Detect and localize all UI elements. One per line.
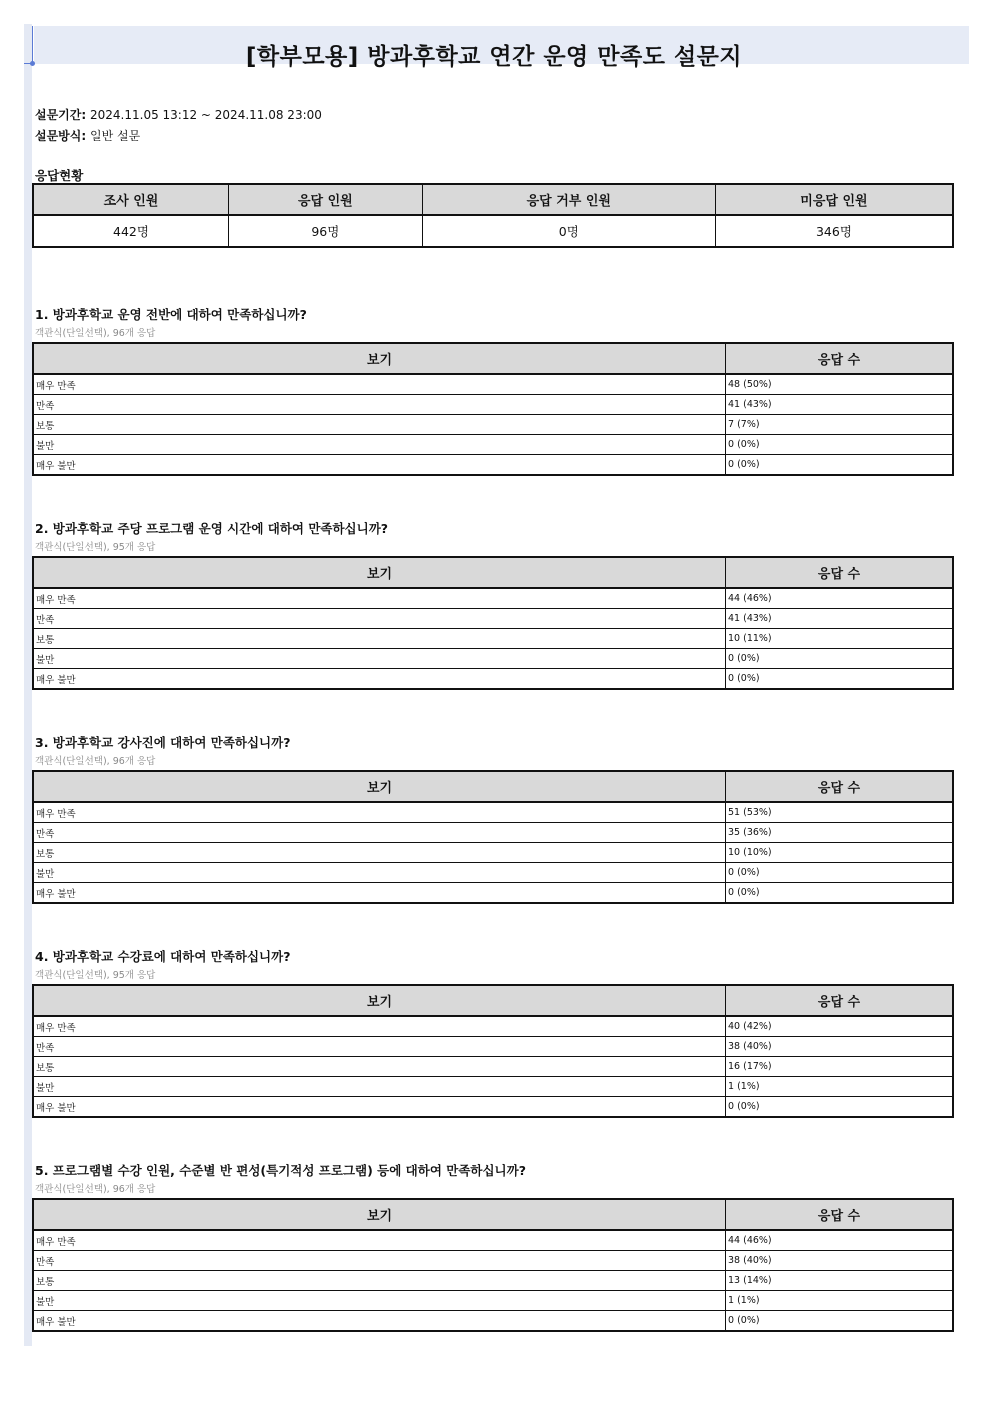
summary-value-cell: 442명 [33,215,228,247]
option-cell: 매우 만족 [33,374,726,395]
table-row [33,669,953,690]
table-row [33,629,953,649]
table-row [33,823,953,843]
count-header: 응답 수 [726,343,954,374]
response-status-label: 응답현황 [35,168,84,183]
count-cell: 13 (14%) [726,1271,954,1291]
table-row [33,415,953,435]
count-header: 응답 수 [726,1199,954,1230]
table-row [33,863,953,883]
option-cell: 매우 불만 [33,455,726,476]
option-header: 보기 [33,343,726,374]
count-cell: 0 (0%) [726,435,954,455]
option-cell: 만족 [33,609,726,629]
question-subtitle: 객관식(단일선택), 95개 응답 [35,970,156,981]
question-subtitle: 객관식(단일선택), 96개 응답 [35,1184,156,1195]
count-cell: 40 (42%) [726,1016,954,1037]
question-2-table [32,556,954,690]
question-subtitle: 객관식(단일선택), 95개 응답 [35,542,156,553]
count-cell: 1 (1%) [726,1291,954,1311]
option-cell: 매우 불만 [33,669,726,690]
table-row [33,1291,953,1311]
page-title: [학부모용] 방과후학교 연간 운영 만족도 설문지 [245,44,743,70]
count-cell: 10 (11%) [726,629,954,649]
summary-header-cell: 미응답 인원 [715,184,953,215]
option-header: 보기 [33,771,726,802]
count-cell: 1 (1%) [726,1077,954,1097]
option-cell: 보통 [33,415,726,435]
option-cell: 불만 [33,435,726,455]
count-cell: 48 (50%) [726,374,954,395]
count-header: 응답 수 [726,771,954,802]
summary-value-cell: 346명 [715,215,953,247]
table-row [33,883,953,904]
question-title: 4. 방과후학교 수강료에 대하여 만족하십니까? [35,949,291,964]
count-cell: 38 (40%) [726,1037,954,1057]
option-cell: 매우 불만 [33,1097,726,1118]
summary-header-cell: 조사 인원 [33,184,228,215]
summary-value-cell: 96명 [228,215,422,247]
question-title: 2. 방과후학교 주당 프로그램 운영 시간에 대하여 만족하십니까? [35,521,389,536]
question-1-table [32,342,954,476]
summary-header-cell: 응답 인원 [228,184,422,215]
table-row [33,1016,953,1037]
table-row [33,1230,953,1251]
table-row [33,395,953,415]
summary-value-cell: 0명 [422,215,715,247]
table-row [33,609,953,629]
table-row [33,1251,953,1271]
table-row [33,843,953,863]
option-cell: 만족 [33,823,726,843]
count-cell: 16 (17%) [726,1057,954,1077]
option-cell: 불만 [33,1291,726,1311]
count-cell: 0 (0%) [726,649,954,669]
question-title: 1. 방과후학교 운영 전반에 대하여 만족하십니까? [35,307,307,322]
table-row [33,1077,953,1097]
count-cell: 41 (43%) [726,609,954,629]
count-cell: 44 (46%) [726,1230,954,1251]
survey-method-label: 설문방식: [35,129,87,143]
page-corner-marker [24,26,33,64]
count-cell: 0 (0%) [726,1097,954,1118]
table-row [33,649,953,669]
count-cell: 38 (40%) [726,1251,954,1271]
question-header-row [33,771,953,802]
count-cell: 10 (10%) [726,843,954,863]
survey-period [35,106,322,123]
survey-method [35,127,140,144]
table-row [33,374,953,395]
option-cell: 만족 [33,1037,726,1057]
option-cell: 매우 불만 [33,1311,726,1332]
count-cell: 0 (0%) [726,669,954,690]
option-cell: 불만 [33,863,726,883]
survey-period-label: 설문기간: [35,108,87,122]
count-cell: 0 (0%) [726,455,954,476]
question-header-row [33,985,953,1016]
count-cell: 0 (0%) [726,883,954,904]
question-title: 3. 방과후학교 강사진에 대하여 만족하십니까? [35,735,291,750]
table-row [33,1311,953,1332]
count-cell: 41 (43%) [726,395,954,415]
question-header-row [33,1199,953,1230]
summary-value-row [33,215,953,247]
count-cell: 51 (53%) [726,802,954,823]
option-header: 보기 [33,985,726,1016]
count-cell: 0 (0%) [726,863,954,883]
question-5-table [32,1198,954,1332]
survey-period-value: 2024.11.05 13:12 ~ 2024.11.08 23:00 [90,108,322,122]
question-subtitle: 객관식(단일선택), 96개 응답 [35,756,156,767]
option-cell: 매우 불만 [33,883,726,904]
question-header-row [33,343,953,374]
count-cell: 44 (46%) [726,588,954,609]
table-row [33,802,953,823]
table-row [33,455,953,476]
table-row [33,1037,953,1057]
count-header: 응답 수 [726,985,954,1016]
count-header: 응답 수 [726,557,954,588]
table-row [33,1057,953,1077]
count-cell: 0 (0%) [726,1311,954,1332]
question-3-table [32,770,954,904]
option-cell: 불만 [33,1077,726,1097]
question-title: 5. 프로그램별 수강 인원, 수준별 반 편성(특기적성 프로그램) 등에 대하여 만족하십니까? [35,1163,526,1178]
table-row [33,1097,953,1118]
count-cell: 35 (36%) [726,823,954,843]
option-cell: 매우 만족 [33,588,726,609]
option-cell: 매우 만족 [33,802,726,823]
option-cell: 불만 [33,649,726,669]
option-cell: 만족 [33,395,726,415]
table-row [33,435,953,455]
option-cell: 보통 [33,629,726,649]
option-cell: 매우 만족 [33,1230,726,1251]
table-row [33,1271,953,1291]
left-margin-rule [24,24,32,1346]
question-4-table [32,984,954,1118]
question-subtitle: 객관식(단일선택), 96개 응답 [35,328,156,339]
option-cell: 보통 [33,843,726,863]
option-header: 보기 [33,557,726,588]
summary-header-cell: 응답 거부 인원 [422,184,715,215]
count-cell: 7 (7%) [726,415,954,435]
option-cell: 보통 [33,1057,726,1077]
option-cell: 매우 만족 [33,1016,726,1037]
response-summary-table [32,183,954,248]
summary-header-row [33,184,953,215]
option-cell: 만족 [33,1251,726,1271]
option-cell: 보통 [33,1271,726,1291]
question-header-row [33,557,953,588]
option-header: 보기 [33,1199,726,1230]
survey-method-value: 일반 설문 [90,129,141,143]
table-row [33,588,953,609]
